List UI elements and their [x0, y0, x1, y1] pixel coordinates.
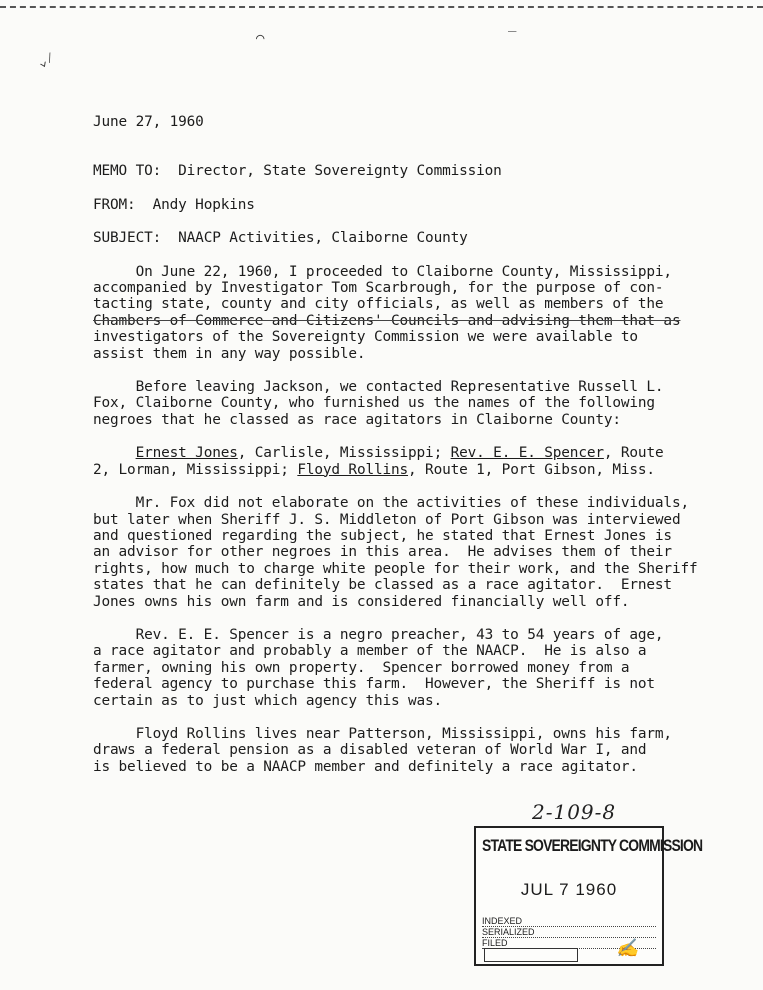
top-perforation-border	[0, 0, 763, 8]
p1-line: accompanied by Investigator Tom Scarbrough, for the purpose of con-	[93, 280, 664, 297]
paragraph-2	[93, 379, 733, 428]
stamp-date: JUL 7 1960	[520, 880, 618, 899]
p3-line	[93, 462, 733, 478]
p3-text: , Route 1, Port Gibson, Miss.	[408, 461, 655, 478]
p2-line: negroes that he classed as race agitators in Claiborne County:	[93, 411, 621, 428]
p2-line: Fox, Claiborne County, who furnished us the names of the following	[93, 395, 655, 412]
from-value: Andy Hopkins	[152, 196, 255, 213]
p5-line: farmer, owning his own property. Spencer borrowed money from a	[93, 659, 630, 676]
handwritten-file-number: 2-109-8	[532, 800, 617, 824]
memo-date: June 27, 1960	[93, 114, 204, 130]
name-e-e-spencer: Rev. E. E. Spencer	[450, 445, 604, 462]
stamp-empty-box	[484, 948, 578, 962]
p3-text: , Carlisle, Mississippi;	[237, 445, 451, 462]
name-ernest-jones: Ernest Jones	[135, 445, 238, 462]
p4-line: and questioned regarding the subject, he stated that Ernest Jones is	[93, 527, 672, 544]
memo-from	[93, 197, 733, 213]
p4-line: an advisor for other negroes in this area. He advises them of their	[93, 544, 672, 561]
paragraph-6	[93, 726, 733, 775]
subject-label: SUBJECT:	[93, 230, 162, 247]
memo-subject	[93, 230, 733, 246]
p3-text: , Route	[603, 445, 664, 462]
stamp-row-serialized: SERIALIZED	[482, 927, 656, 938]
stamp-row-indexed: INDEXED	[482, 916, 656, 927]
p4-line: but later when Sheriff J. S. Middleton of Port Gibson was interviewed	[93, 511, 681, 528]
p5-line: federal agency to purchase this farm. However, the Sheriff is not	[93, 676, 655, 693]
p4-line: rights, how much to charge white people for their work, and the Sheriff	[93, 560, 698, 577]
commission-received-stamp	[474, 826, 703, 966]
p2-line: Before leaving Jackson, we contacted Representative Russell L.	[93, 379, 664, 396]
p1-line: tacting state, county and city officials, as well as members of the	[93, 296, 664, 313]
scan-mark: ⌒	[256, 30, 265, 46]
scan-mark: ‾	[508, 30, 517, 46]
to-label: MEMO TO:	[93, 163, 162, 180]
paragraph-5	[93, 627, 733, 709]
from-label: FROM:	[93, 196, 136, 213]
p1-line: assist them in any way possible.	[93, 345, 366, 362]
p1-line: On June 22, 1960, I proceeded to Claiborne County, Mississippi,	[93, 263, 672, 280]
p6-line: is believed to be a NAACP member and definitely a race agitator.	[93, 758, 638, 775]
p1-struck-line: Chambers of Commerce and Citizens' Councils and advising them that as	[93, 312, 681, 329]
stamp-initials-mark: ✍	[616, 938, 639, 959]
p4-line: states that he can definitely be classed as a race agitator. Ernest	[93, 577, 672, 594]
scan-mark: ⌄⁄	[35, 49, 58, 71]
subject-value: NAACP Activities, Claiborne County	[178, 230, 468, 247]
stamp-row-filed: FILED	[482, 938, 656, 949]
paragraph-4	[93, 495, 733, 610]
p6-line: Floyd Rollins lives near Patterson, Mississippi, owns his farm,	[93, 725, 672, 742]
p3-line	[93, 445, 733, 461]
to-value: Director, State Sovereignty Commission	[178, 163, 502, 180]
p3-text: 2, Lorman, Mississippi;	[93, 461, 298, 478]
p5-line: Rev. E. E. Spencer is a negro preacher, 43 to 54 years of age,	[93, 626, 664, 643]
p5-line: certain as to just which agency this was.	[93, 692, 443, 709]
p1-line: investigators of the Sovereignty Commission we were available to	[93, 329, 638, 346]
p4-line: Jones owns his own farm and is considered financially well off.	[93, 593, 630, 610]
name-floyd-rollins: Floyd Rollins	[297, 461, 409, 478]
paragraph-3-agitator-list	[93, 445, 733, 478]
memo-body	[93, 114, 733, 775]
stamp-title: STATE SOVEREIGNTY COMMISSION	[482, 836, 703, 855]
paragraph-1	[93, 264, 733, 362]
p6-line: draws a federal pension as a disabled veteran of World War I, and	[93, 742, 647, 759]
p5-line: a race agitator and probably a member of the NAACP. He is also a	[93, 643, 647, 660]
memo-to	[93, 163, 733, 179]
p4-line: Mr. Fox did not elaborate on the activities of these individuals,	[93, 495, 689, 512]
